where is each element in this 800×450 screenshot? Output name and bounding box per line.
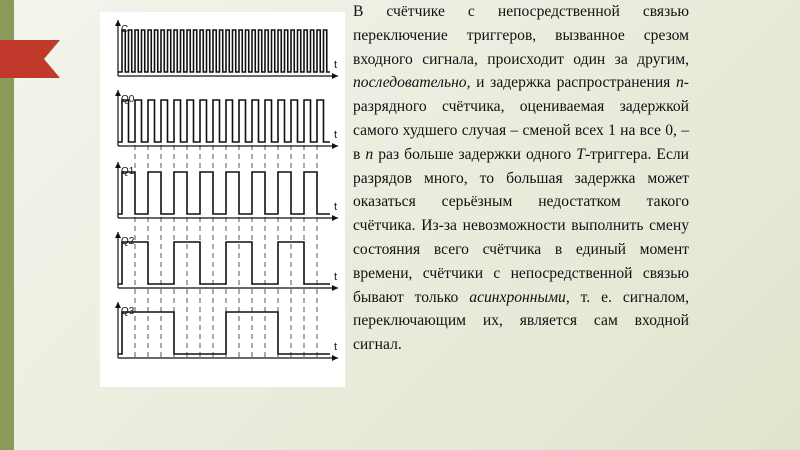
- body-text: [353, 0, 689, 357]
- timing-diagram: [100, 12, 345, 387]
- text-run: -триггера. Если разрядов много, то большая задержка может оказаться серьёзным недостатком такого счётчика. Из-за невозможности выполнить смену состояния всего счётчика в единый момент времени, счётчики с непосредственной связью бывают только: [353, 145, 690, 306]
- italic-text-run: последовательно: [353, 74, 467, 92]
- axis-arrow-right-icon: [332, 285, 338, 291]
- signal-label: Q3: [121, 306, 135, 317]
- axis-arrow-right-icon: [332, 143, 338, 149]
- time-axis-label: t: [334, 59, 338, 71]
- signal-label: C: [121, 24, 129, 35]
- flag-icon: [0, 40, 60, 78]
- text-run: В счётчике с непосредственной связью переключение триггеров, вызванное срезом входного сигнала, происходит один за другим,: [353, 3, 689, 68]
- text-run: , т. е. сигналом, переключающим их, является сам входной сигнал.: [353, 288, 689, 354]
- time-axis-label: t: [334, 271, 338, 283]
- time-axis-label: t: [334, 341, 338, 353]
- timing-diagram-svg: [100, 12, 345, 387]
- signal-label: Q0: [121, 94, 135, 105]
- text-run: раз больше задержки одного: [373, 145, 577, 163]
- axis-arrow-right-icon: [332, 215, 338, 221]
- signal-waveform: [118, 100, 330, 142]
- time-axis-label: t: [334, 201, 338, 213]
- signal-label: Q1: [121, 166, 135, 177]
- italic-text-run: n: [365, 145, 374, 163]
- text-run: -разрядного счётчика, оцениваемая задержкой самого худшего случая – сменой всех 1 на все 0, – в: [353, 74, 689, 163]
- italic-text-run: Т: [576, 145, 585, 163]
- text-run: , и задержка распространения: [466, 74, 676, 92]
- signal-waveform: [118, 242, 330, 284]
- signal-waveform: [118, 172, 330, 214]
- time-axis-label: t: [334, 129, 338, 141]
- axis-arrow-right-icon: [332, 73, 338, 79]
- axis-arrow-right-icon: [332, 355, 338, 361]
- signal-waveform: [118, 30, 330, 72]
- signal-label: Q2: [121, 236, 135, 247]
- italic-text-run: n: [676, 74, 684, 92]
- body-paragraph: [353, 0, 689, 357]
- signal-waveform: [118, 312, 330, 354]
- italic-text-run: асинхронными: [469, 288, 566, 306]
